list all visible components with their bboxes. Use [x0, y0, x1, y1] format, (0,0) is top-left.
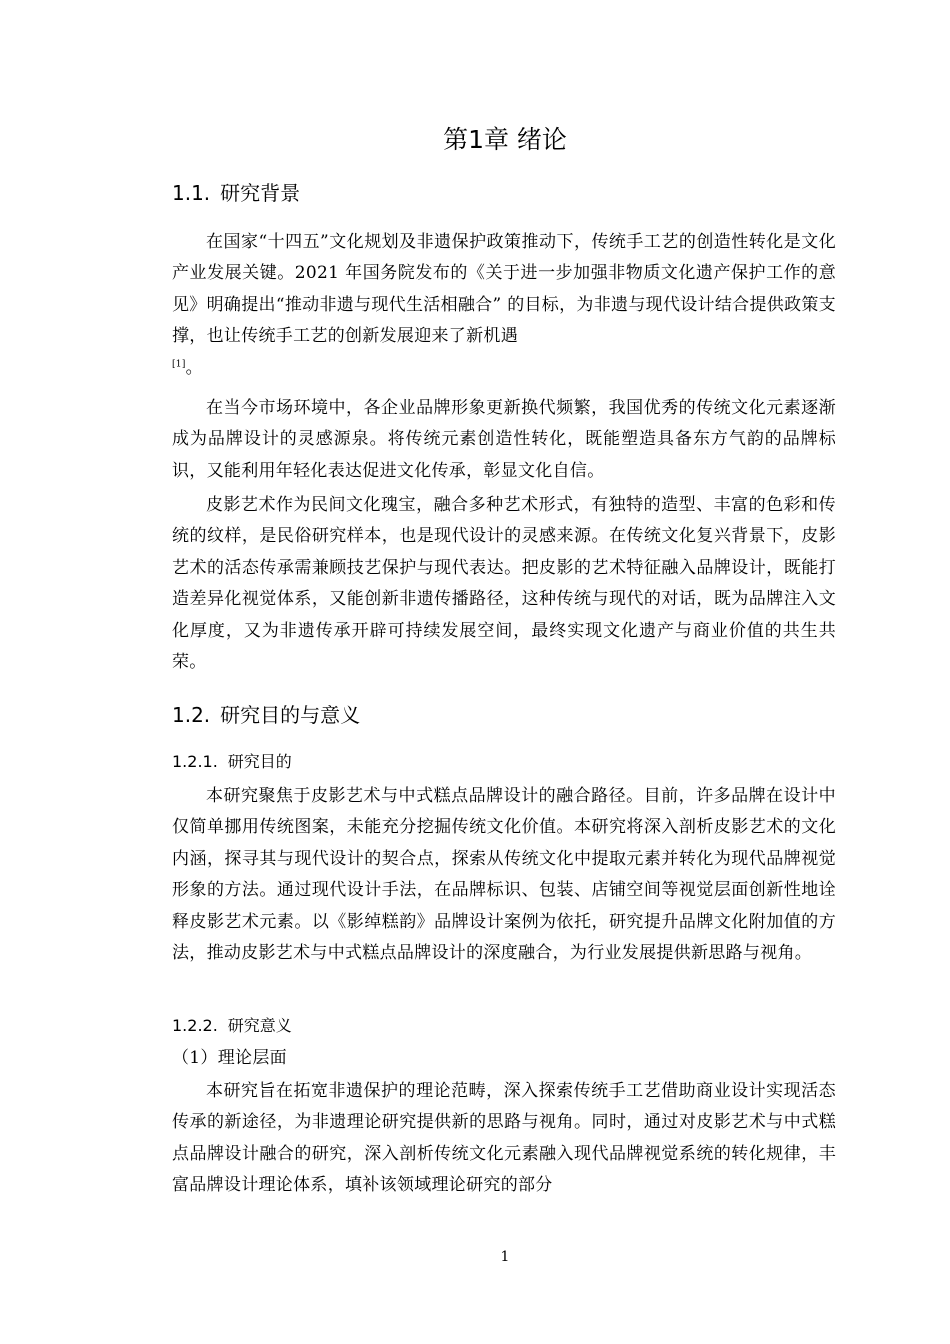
paragraph-background-2: 在当今市场环境中，各企业品牌形象更新换代频繁，我国优秀的传统文化元素逐渐成为品牌设计的灵感源泉。将传统元素创造性转化，既能塑造具备东方气韵的品牌标识，又能利用年轻化表达促进文化传承，彰显文化自信。 — [172, 398, 836, 481]
section-title: 研究意义 — [227, 1016, 292, 1035]
section-number: 1.2.1. — [172, 752, 218, 771]
subheading-theory: （1）理论层面 — [172, 1048, 287, 1068]
paragraph-background-3: 皮影艺术作为民间文化瑰宝，融合多种艺术形式，有独特的造型、丰富的色彩和传统的纹样，是民俗研究样本，也是现代设计的灵感来源。在传统文化复兴背景下，皮影艺术的活态传承需兼顾技艺保护与现代表达。把皮影的艺术特征融入品牌设计，既能打造差异化视觉体系，又能创新非遗传播路径，这种传统与现代的对话，既为品牌注入文化厚度，又为非遗传承开辟可持续发展空间，最终实现文化遗产与商业价值的共生共荣。 — [172, 495, 836, 673]
section-number: 1.2.2. — [172, 1016, 218, 1035]
section-number: 1.2. — [172, 703, 211, 727]
page-number: 1 — [500, 1249, 510, 1265]
section-heading-1-2-2 — [172, 1013, 292, 1039]
section-title: 研究背景 — [220, 181, 301, 205]
chapter-title: 第1章 绪论 — [443, 125, 567, 154]
section-title: 研究目的与意义 — [220, 703, 361, 727]
citation-tail: 。 — [185, 357, 203, 378]
paragraph-research-purpose: 本研究聚焦于皮影艺术与中式糕点品牌设计的融合路径。目前，许多品牌在设计中仅简单挪用传统图案，未能充分挖掘传统文化价值。本研究将深入剖析皮影艺术的文化内涵，探寻其与现代设计的契合点，探索从传统文化中提取元素并转化为现代品牌视觉形象的方法。通过现代设计手法，在品牌标识、包装、店铺空间等视觉层面创新性地诠释皮影艺术元素。以《影绰糕韵》品牌设计案例为依托，研究提升品牌文化附加值的方法，推动皮影艺术与中式糕点品牌设计的深度融合，为行业发展提供新思路与视角。 — [172, 786, 836, 964]
paragraph-background-1 — [172, 227, 836, 384]
section-heading-1-2 — [172, 700, 360, 730]
paragraph-theory: 本研究旨在拓宽非遗保护的理论范畴，深入探索传统手工艺借助商业设计实现活态传承的新途径，为非遗理论研究提供新的思路与视角。同时，通过对皮影艺术与中式糕点品牌设计融合的研究，深入剖析传统文化元素融入现代品牌视觉系统的转化规律，丰富品牌设计理论体系，填补该领域理论研究的部分 — [172, 1081, 836, 1196]
section-title: 研究目的 — [227, 752, 292, 771]
section-number: 1.1. — [172, 181, 211, 205]
citation-marker: [1] — [172, 358, 186, 369]
paragraph-text: 在国家“十四五”文化规划及非遗保护政策推动下，传统手工艺的创造性转化是文化产业发展关键。2021 年国务院发布的《关于进一步加强非物质文化遗产保护工作的意见》明确提出“推动非遗与现代生活相融合” 的目标，为非遗与现代设计结合提供政策支撑，也让传统手工艺的创新发展迎来了新机遇 — [172, 232, 836, 347]
section-heading-1-2-1 — [172, 749, 292, 775]
section-heading-1-1 — [172, 178, 300, 208]
